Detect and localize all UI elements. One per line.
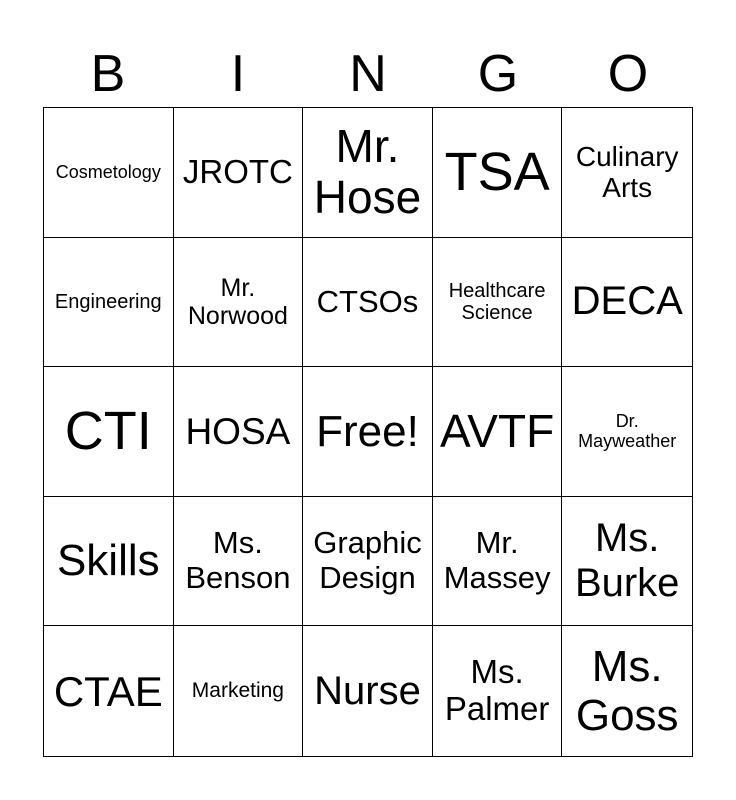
bingo-card-grid xyxy=(43,107,693,757)
bingo-cell[interactable]: Nurse xyxy=(303,626,433,756)
bingo-cell[interactable]: Graphic Design xyxy=(303,497,433,627)
header-letter-o: O xyxy=(607,45,649,103)
header-letter-b: B xyxy=(90,45,126,103)
bingo-cell[interactable]: Mr. Massey xyxy=(433,497,563,627)
header-letter-n: N xyxy=(349,45,387,103)
bingo-cell[interactable]: Ms. Palmer xyxy=(433,626,563,756)
bingo-cell[interactable]: Healthcare Science xyxy=(433,238,563,368)
bingo-cell[interactable]: CTSOs xyxy=(303,238,433,368)
bingo-header xyxy=(43,40,693,108)
bingo-cell[interactable]: Free! xyxy=(303,367,433,497)
bingo-cell[interactable]: Culinary Arts xyxy=(562,108,692,238)
bingo-cell[interactable]: Skills xyxy=(44,497,174,627)
bingo-cell[interactable]: Ms. Benson xyxy=(174,497,304,627)
bingo-cell[interactable]: HOSA xyxy=(174,367,304,497)
bingo-cell[interactable]: Dr. Mayweather xyxy=(562,367,692,497)
bingo-cell[interactable]: Engineering xyxy=(44,238,174,368)
bingo-cell[interactable]: Ms. Burke xyxy=(562,497,692,627)
bingo-cell[interactable]: JROTC xyxy=(174,108,304,238)
bingo-cell[interactable]: Ms. Goss xyxy=(575,641,679,741)
bingo-cell[interactable]: Mr. Norwood xyxy=(174,238,304,368)
header-letter-i: I xyxy=(230,45,246,103)
header-letter-g: G xyxy=(477,45,519,103)
bingo-cell[interactable]: Cosmetology xyxy=(44,108,174,238)
bingo-cell[interactable]: DECA xyxy=(562,238,692,368)
bingo-cell[interactable]: Mr. Hose xyxy=(303,108,433,238)
bingo-cell[interactable]: CTAE xyxy=(44,626,174,756)
bingo-cell[interactable]: CTI xyxy=(44,367,174,497)
bingo-cell[interactable]: TSA xyxy=(433,108,563,238)
bingo-cell[interactable]: Marketing xyxy=(174,626,304,756)
bingo-cell[interactable]: AVTF xyxy=(433,367,563,497)
